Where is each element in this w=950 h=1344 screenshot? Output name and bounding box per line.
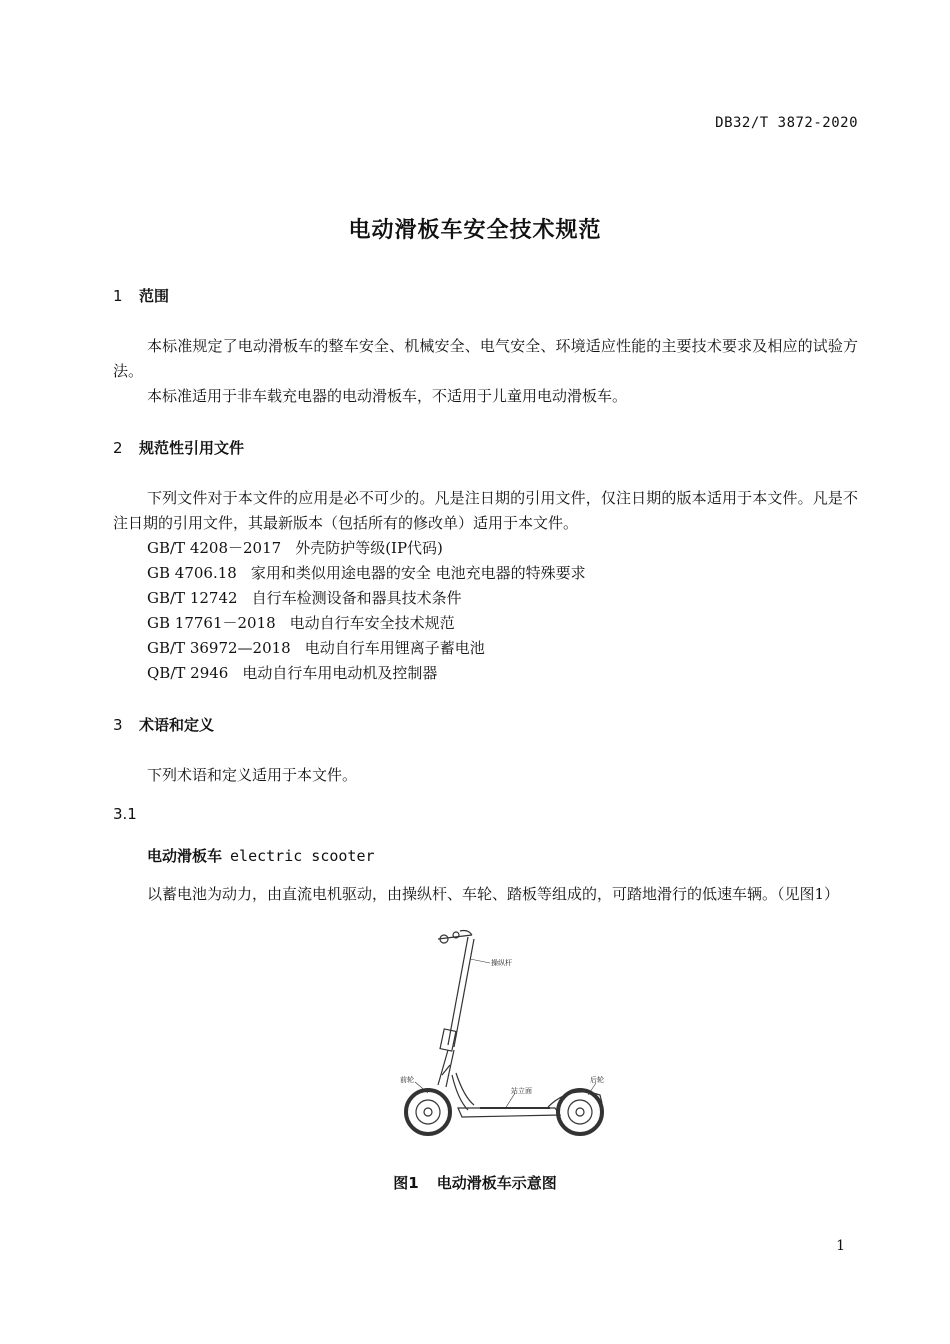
term-chinese: 电动滑板车 (147, 847, 223, 865)
figure-title: 电动滑板车示意图 (436, 1174, 557, 1192)
section-title: 范围 (139, 287, 170, 305)
scope-paragraph-2: 本标准适用于非车载充电器的电动滑板车，不适用于儿童用电动滑板车。 (147, 387, 628, 405)
section-number: 2 (113, 439, 123, 457)
term-entry (147, 845, 375, 866)
reference-code: GB 17761－2018 (147, 614, 276, 632)
label-front-wheel: 前轮 (400, 1076, 414, 1084)
reference-item (147, 611, 455, 636)
references-intro: 下列文件对于本文件的应用是必不可少的。凡是注日期的引用文件，仅注日期的版本适用于本文件。凡是不注日期的引用文件，其最新版本（包括所有的修改单）适用于本文件。 (113, 489, 858, 532)
reference-title: 自行车检测设备和器具技术条件 (251, 589, 462, 607)
section-2-heading (113, 437, 244, 458)
section-number: 3 (113, 716, 123, 734)
reference-item (147, 561, 586, 586)
reference-code: GB/T 4208－2017 (147, 539, 282, 557)
scope-paragraph-1: 本标准规定了电动滑板车的整车安全、机械安全、电气安全、环境适应性能的主要技术要求及相应的试验方法。 (113, 337, 858, 380)
section-number: 1 (113, 287, 123, 305)
reference-title: 电动自行车用电动机及控制器 (242, 664, 438, 682)
page-title: 电动滑板车安全技术规范 (348, 218, 602, 243)
subsection-number: 3.1 (113, 805, 137, 823)
section-1-heading (113, 285, 169, 306)
reference-code: GB 4706.18 (147, 564, 237, 582)
document-id: DB32/T 3872-2020 (715, 115, 858, 131)
reference-code: GB/T 12742 (147, 589, 238, 607)
reference-code: GB/T 36972—2018 (147, 639, 291, 657)
term-english: electric scooter (230, 847, 375, 865)
reference-item (147, 636, 485, 661)
label-rear-wheel: 后轮 (590, 1076, 604, 1084)
term-definition: 以蓄电池为动力，由直流电机驱动，由操纵杆、车轮、踏板等组成的，可踏地滑行的低速车辆。（见图1） (147, 885, 840, 903)
reference-item (147, 536, 443, 561)
label-handlebar: 操纵杆 (491, 959, 512, 967)
figure-number: 图1 (393, 1174, 419, 1192)
reference-item (147, 661, 437, 686)
section-3-heading (113, 714, 214, 735)
scooter-illustration (380, 925, 620, 1145)
reference-title: 电动自行车用锂离子蓄电池 (304, 639, 485, 657)
figure-caption (0, 1172, 950, 1193)
reference-code: QB/T 2946 (147, 664, 229, 682)
page-number: 1 (836, 1238, 845, 1254)
reference-item (147, 586, 462, 611)
reference-title: 家用和类似用途电器的安全 电池充电器的特殊要求 (250, 564, 586, 582)
terms-intro: 下列术语和定义适用于本文件。 (147, 766, 358, 784)
reference-title: 电动自行车安全技术规范 (289, 614, 455, 632)
section-title: 规范性引用文件 (139, 439, 245, 457)
reference-title: 外壳防护等级(IP代码) (295, 539, 443, 557)
section-title: 术语和定义 (139, 716, 215, 734)
label-deck: 站立面 (511, 1087, 532, 1095)
